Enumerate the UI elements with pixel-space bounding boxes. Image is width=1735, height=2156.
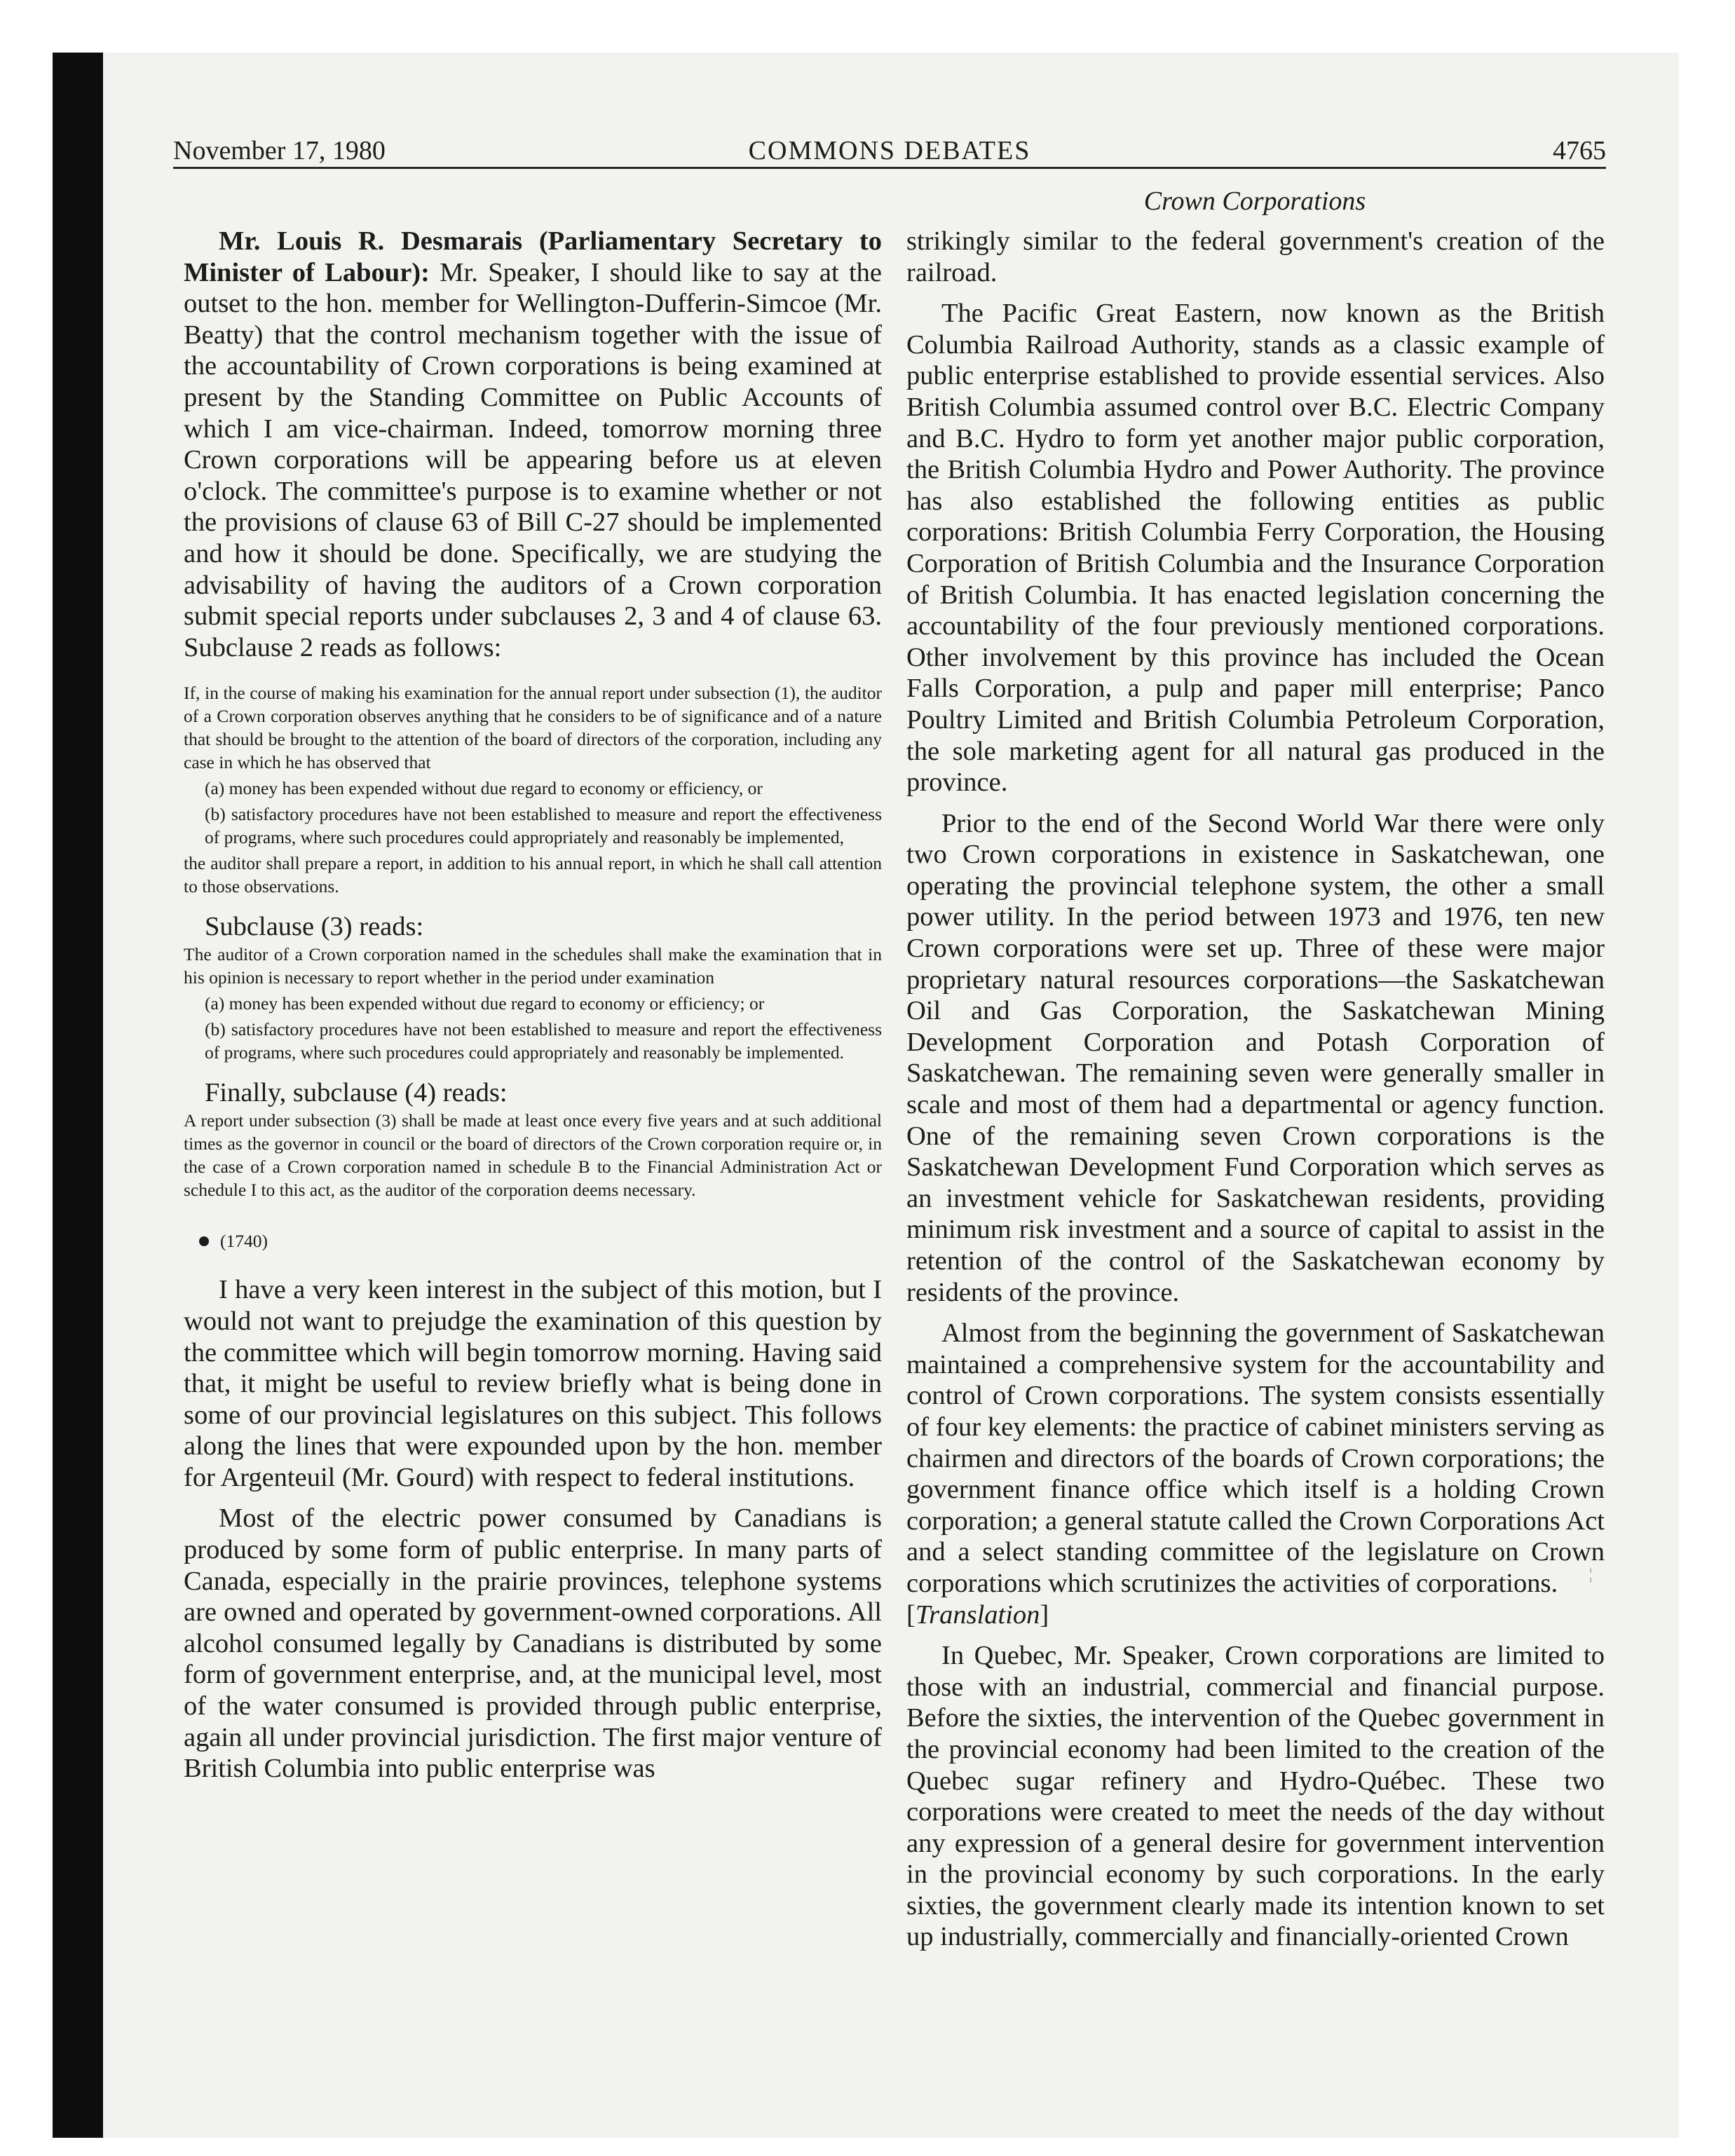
subclause-4-heading: Finally, subclause (4) reads: (205, 1078, 508, 1108)
quote-item-a: (a) money has been expended without due regard to economy or efficiency, or (205, 778, 763, 799)
timestamp (184, 1229, 882, 1253)
speech-opening (184, 226, 882, 663)
page-header (173, 133, 1606, 168)
quote-item-b: (b) satisfactory procedures have not been established to measure and report the effectiveness of programs, where such procedures could appropriately and reasonably be implemented. (205, 1019, 882, 1063)
scan-edge-shadow (53, 53, 103, 2138)
quote-intro: If, in the course of making his examination for the annual report under subsection (1), the auditor of a Crown corporation observes anything that he considers to be of significance and of a nature that should be brought to the attention of the board of directors of the corporation, including any case in which he has observed that (184, 683, 882, 773)
translation-label: Translation (915, 1599, 1040, 1630)
header-title: COMMONS DEBATES (748, 136, 1031, 165)
running-title: Crown Corporations (1143, 186, 1366, 216)
quote-item-b: (b) satisfactory procedures have not been established to measure and report the effectiveness of programs, where such procedures could appropriately and reasonably be implemented, (205, 804, 882, 848)
bullet-icon (199, 1236, 209, 1246)
right-column (906, 226, 1605, 1953)
speaker-name: Mr. Louis R. Desmarais (Parliamentary Secretary to Minister of Labour): (184, 226, 882, 287)
quote-intro: The auditor of a Crown corporation named in the schedules shall make the examination that in his opinion is necessary to report whether in the period under examination (184, 944, 882, 988)
left-column (184, 226, 882, 1785)
subclause-3-heading: Subclause (3) reads: (205, 912, 424, 942)
speech-paragraph: Prior to the end of the Second World War there were only two Crown corporations in existence in Saskatchewan, one operating the provincial telephone system, the other a small power utility. In the period between 1973 and 1976, ten new Crown corporations were set up. Three of these were major proprietary natural resources corporations—the Saskatchewan Oil and Gas Corporation, the Saskatchewan Mining Development Corporation and Potash Corporation of Saskatchewan. The remaining seven were generally smaller in scale and most of them had a departmental or agency function. One of the remaining seven Crown corporations is the Saskatchewan Development Fund Corporation which serves as an investment vehicle for Saskatchewan residents, providing minimum risk investment and a source of capital to assist in the retention of the control of the Saskatchewan economy by residents of the province. (906, 808, 1605, 1307)
speech-paragraph: strikingly similar to the federal government's creation of the railroad. (906, 226, 1605, 287)
header-rule (173, 167, 1606, 169)
translation-marker: [Translation] (906, 1599, 1049, 1630)
speech-paragraph: In Quebec, Mr. Speaker, Crown corporations are limited to those with an industrial, commercial and financial purpose. Before the sixties, the intervention of the Quebec government in the provincial economy had been limited to the creation of the Quebec sugar refinery and Hydro-Québec. These two corporations were created to meet the needs of the day without any expression of a general desire for government intervention in the provincial economy by such corporations. In the early sixties, the government clearly made its intention known to set up industrially, commercially and financially-oriented Crown (906, 1641, 1605, 1952)
quote-conclusion: the auditor shall prepare a report, in addition to his annual report, in which he shall call attention to those observations. (184, 853, 882, 897)
speech-paragraph: Almost from the beginning the government of Saskatchewan maintained a comprehensive system for the accountability and control of Crown corporations. The system consists essentially of four key elements: the practice of cabinet ministers serving as chairmen and directors of the boards of Crown corporations; the government finance office which itself is a holding Crown corporation; a general statute called the Crown Corporations Act and a select standing committee of the legislature on Crown corporations which scrutinizes the activities of corporations. (906, 1318, 1605, 1598)
scan-artifact: ¦ (1589, 1565, 1593, 1583)
page-number: 4765 (1553, 136, 1606, 165)
header-date: November 17, 1980 (173, 136, 386, 165)
speech-paragraph: Mr. Speaker, I should like to say at the outset to the hon. member for Wellington-Dufferin-Simcoe (Mr. Beatty) that the control mechanism together with the issue of the accountability of Crown corporations is being examined at present by the Standing Committee on Public Accounts of which I am vice-chairman. Indeed, tomorrow morning three Crown corporations will be appearing before us at eleven o'clock. The committee's purpose is to examine whether or not the provisions of clause 63 of Bill C-27 should be implemented and how it should be done. Specifically, we are studying the advisability of having the auditors of a Crown corporation submit special reports under subclauses 2, 3 and 4 of clause 63. Subclause 2 reads as follows: (184, 257, 883, 662)
speech-paragraph: Most of the electric power consumed by Canadians is produced by some form of public enterprise. In many parts of Canada, especially in the prairie provinces, telephone systems are owned and operated by government-owned corporations. All alcohol consumed legally by Canadians is distributed by some form of government enterprise, and, at the municipal level, most of the water consumed is provided through public enterprise, again all under provincial jurisdiction. The first major venture of British Columbia into public enterprise was (184, 1503, 882, 1784)
quote-item-a: (a) money has been expended without due regard to economy or efficiency; or (205, 993, 765, 1014)
timestamp-text: (1740) (220, 1231, 268, 1252)
speech-paragraph: The Pacific Great Eastern, now known as the British Columbia Railroad Authority, stands as a classic example of public enterprise established to provide essential services. Also British Columbia assumed control over B.C. Electric Company and B.C. Hydro to form yet another major public corporation, the British Columbia Hydro and Power Authority. The province has also established the following entities as public corporations: British Columbia Ferry Corporation, the Housing Corporation of British Columbia and the Insurance Corporation of British Columbia. It has enacted legislation concerning the accountability of the four previously mentioned corporations. Other involvement by this province has included the Ocean Falls Corporation, a pulp and paper mill enterprise; Panco Poultry Limited and British Columbia Petroleum Corporation, the sole marketing agent for all natural gas produced in the province. (906, 299, 1605, 798)
quote-block: A report under subsection (3) shall be made at least once every five years and at such additional times as the governor in council or the board of directors of the Crown corporation require or, in the case of a Crown corporation named in schedule B to the Financial Administration Act or schedule I to this act, as the auditor of the corporation deems necessary. (184, 1110, 882, 1201)
speech-paragraph: I have a very keen interest in the subject of this motion, but I would not want to prejudge the examination of this question by the committee which will begin tomorrow morning. Having said that, it might be useful to review briefly what is being done in some of our provincial legislatures on this subject. This follows along the lines that were expounded upon by the hon. member for Argenteuil (Mr. Gourd) with respect to federal institutions. (184, 1275, 882, 1492)
